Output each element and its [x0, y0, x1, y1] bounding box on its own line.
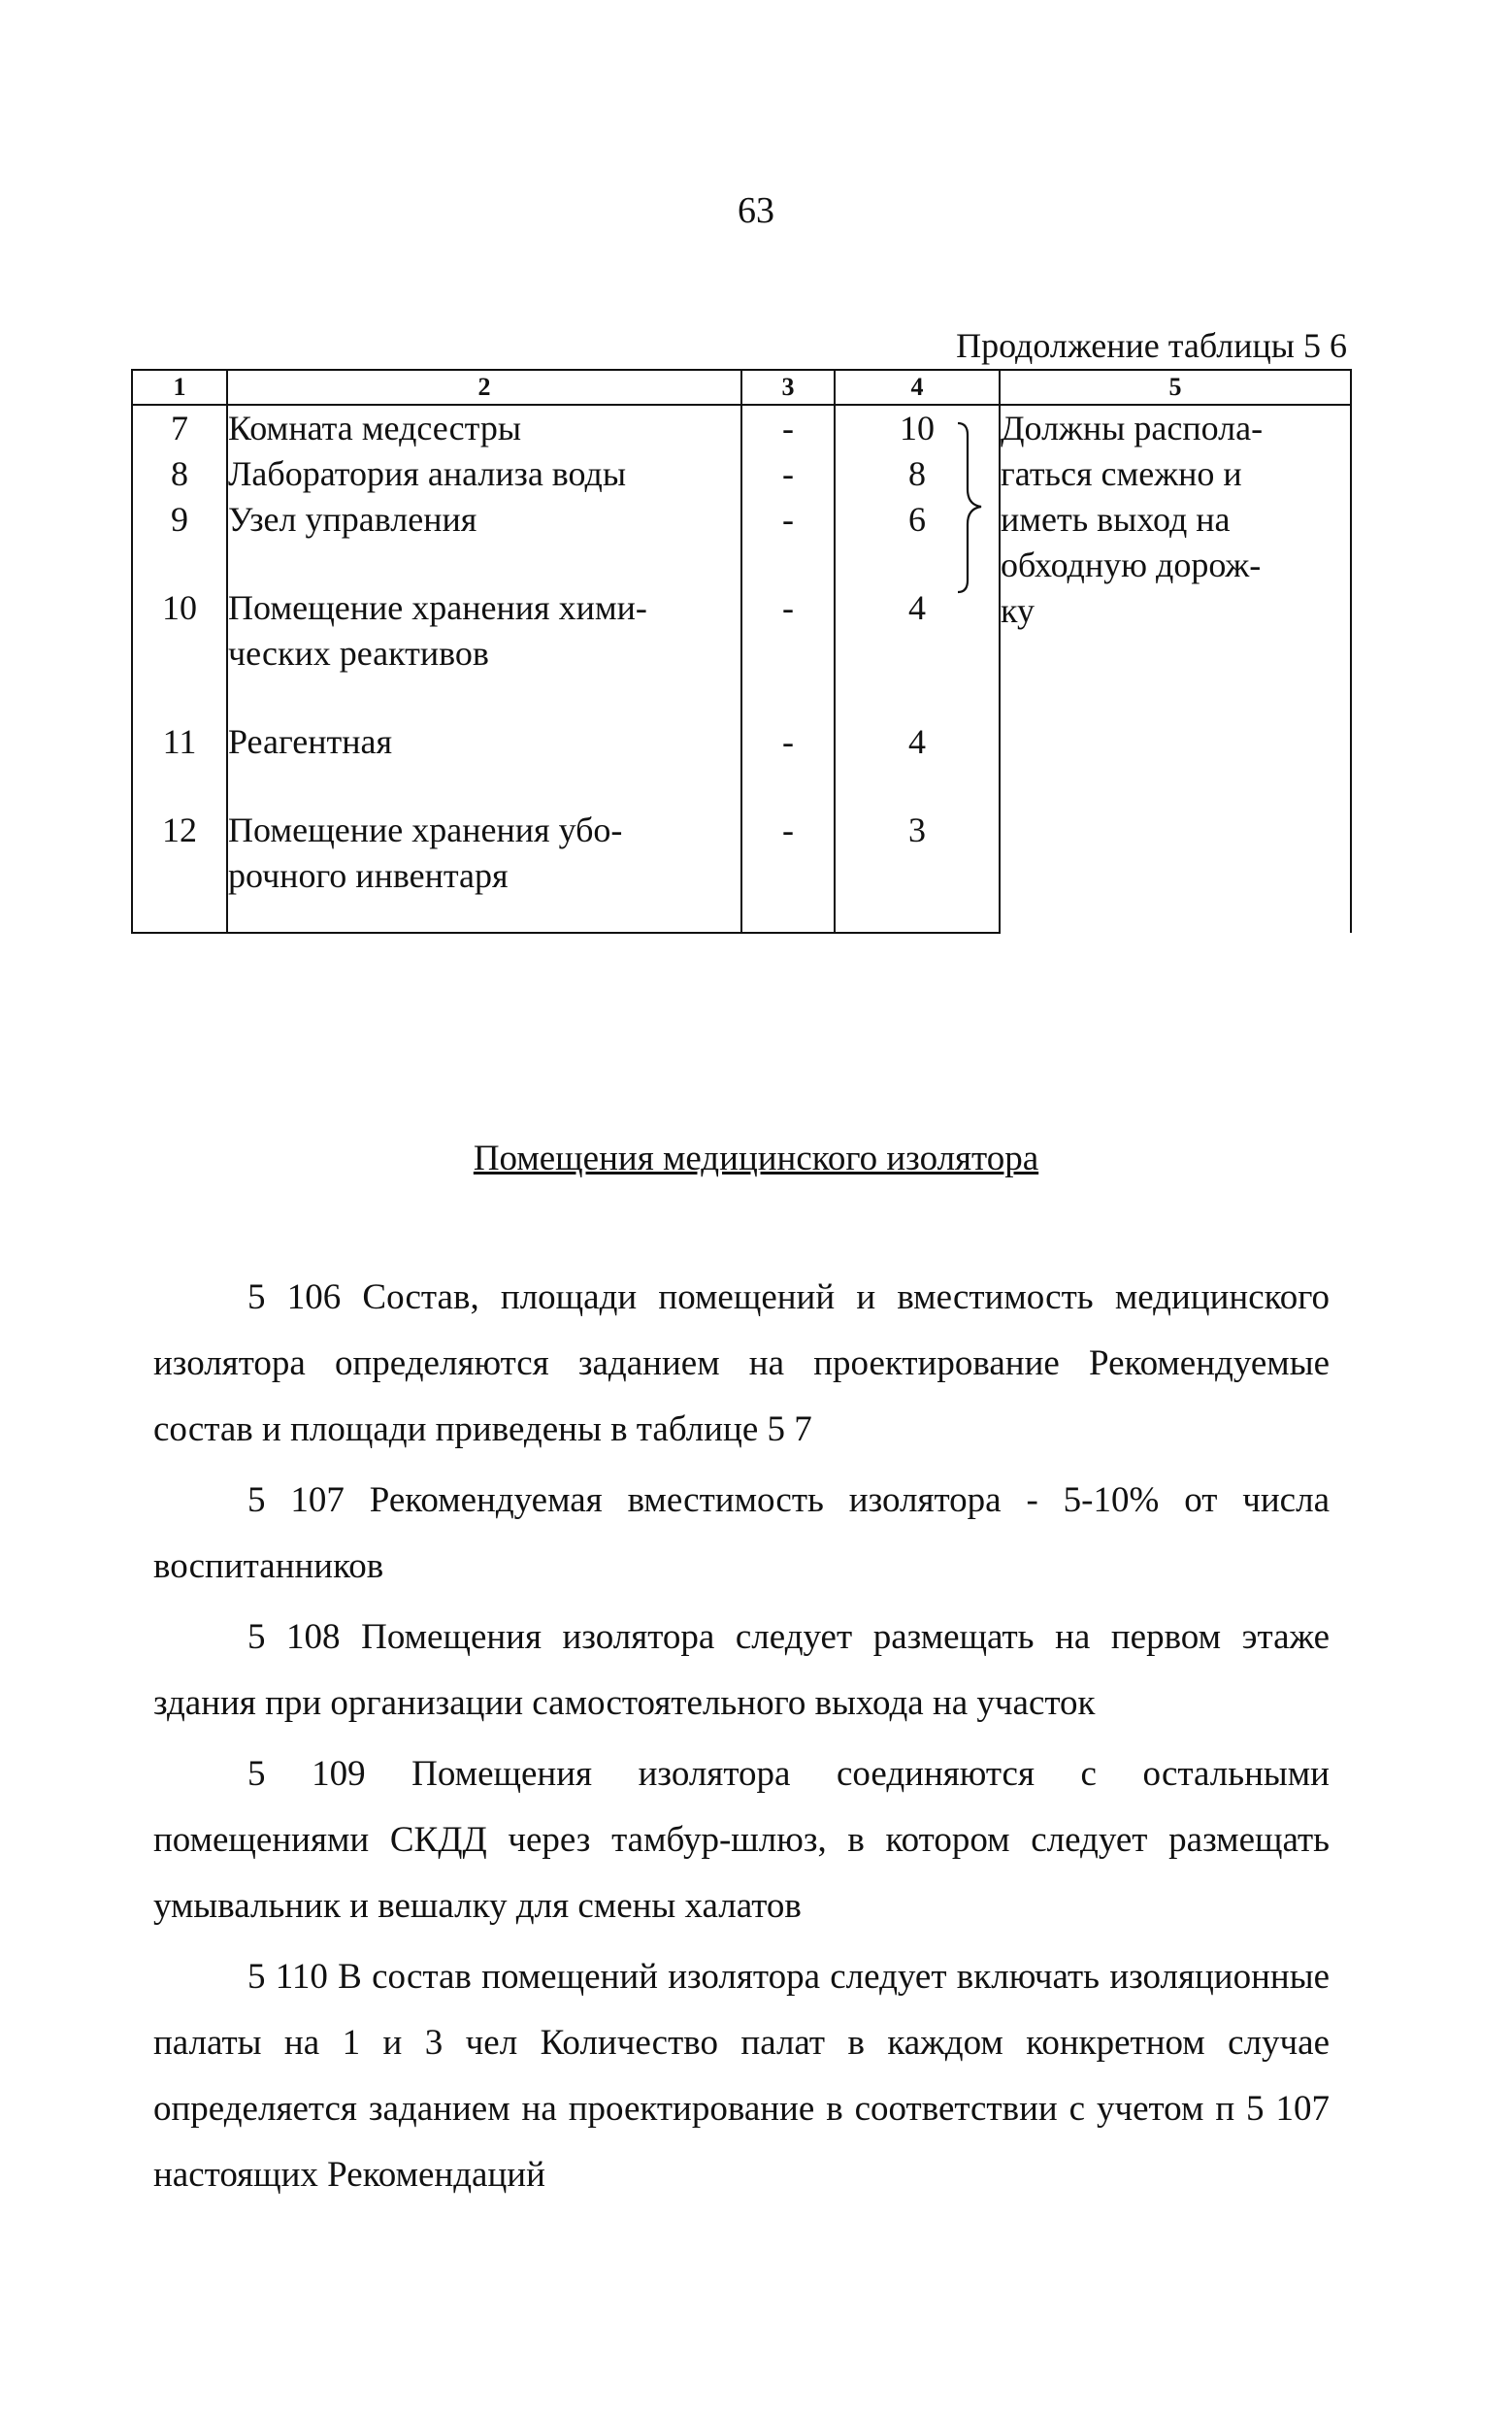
row-number: 8 [171, 454, 188, 493]
room-name-cell [227, 543, 741, 677]
paragraph-5-109: 5 109 Помещения изолятора соединяются с остальными помещениями СКДД через тамбур-шлюз, в котором следует размещать умывальник и вешалку для смены халатов [153, 1754, 1330, 1926]
paragraph-5-110: 5 110 В состав помещений изолятора следует включать изоляционные палаты на 1 и 3 чел Количество палат в каждом конкретном случае определяется заданием на проектирование в соответствии с учетом п 5 107 настоящих Рекомендаций [153, 1957, 1330, 2195]
table-header-row [132, 370, 1351, 405]
paragraph-5-106: 5 106 Состав, площади помещений и вместимость медицинского изолятора определяются заданием на проектирование Рекомендуемые состав и площади приведены в таблице 5 7 [153, 1277, 1330, 1449]
col3-value: - [782, 722, 794, 761]
col3-value: - [782, 500, 794, 539]
area-value: 8 [908, 454, 926, 493]
area-value: 4 [908, 722, 926, 761]
area-value: 4 [908, 588, 926, 627]
table-caption: Продолжение таблицы 5 6 [956, 326, 1347, 365]
room-name: Помещение хранения убо- [228, 811, 623, 849]
note-cell [1000, 405, 1351, 933]
row-number: 11 [162, 722, 197, 761]
room-name: ческих реактивов [228, 634, 489, 673]
note-line: гаться смежно и [1001, 454, 1242, 493]
col3-cell [741, 677, 835, 765]
row-number-cell [132, 405, 227, 543]
col3-cell [741, 405, 835, 543]
note-line: Должны распола- [1001, 409, 1264, 447]
room-name: Реагентная [228, 722, 393, 761]
room-name: Комната медсестры [228, 409, 522, 447]
room-name: Лаборатория анализа воды [228, 454, 627, 493]
row-number-cell [132, 677, 227, 765]
table-row [132, 405, 1351, 543]
header-col-5: 5 [1000, 370, 1351, 405]
col3-value: - [782, 588, 794, 627]
room-name: рочного инвентаря [228, 856, 509, 895]
paragraph-5-107: 5 107 Рекомендуемая вместимость изолятора - 5-10% от числа воспитанников [153, 1480, 1330, 1586]
row-number: 9 [171, 500, 188, 539]
room-name-cell [227, 405, 741, 543]
header-col-4: 4 [835, 370, 1000, 405]
note-line: иметь выход на [1001, 500, 1231, 539]
col3-cell [741, 765, 835, 933]
col3-value: - [782, 409, 794, 447]
row-number: 7 [171, 409, 188, 447]
curly-brace-icon [956, 419, 985, 596]
room-name-cell [227, 677, 741, 765]
room-name: Узел управления [228, 500, 477, 539]
col3-cell [741, 543, 835, 677]
rooms-table [131, 369, 1352, 934]
row-number-cell [132, 765, 227, 933]
header-col-1: 1 [132, 370, 227, 405]
area-cell [835, 765, 1000, 933]
col3-value: - [782, 454, 794, 493]
area-value: 6 [908, 500, 926, 539]
page-number: 63 [738, 190, 774, 231]
note-line: ку [1001, 591, 1035, 630]
area-cell [835, 677, 1000, 765]
row-number-cell [132, 543, 227, 677]
col3-value: - [782, 811, 794, 849]
area-value: 3 [908, 811, 926, 849]
area-value: 10 [900, 409, 935, 447]
paragraph-5-108: 5 108 Помещения изолятора следует размещать на первом этаже здания при организации самостоятельного выхода на участок [153, 1617, 1330, 1723]
row-number: 12 [162, 811, 197, 849]
section-title: Помещения медицинского изолятора [473, 1139, 1039, 1178]
note-line: обходную дорож- [1001, 546, 1262, 584]
header-col-3: 3 [741, 370, 835, 405]
room-name-cell [227, 765, 741, 933]
header-col-2: 2 [227, 370, 741, 405]
body-text [153, 1265, 1330, 2213]
row-number: 10 [162, 588, 197, 627]
room-name: Помещение хранения хими- [228, 588, 647, 627]
